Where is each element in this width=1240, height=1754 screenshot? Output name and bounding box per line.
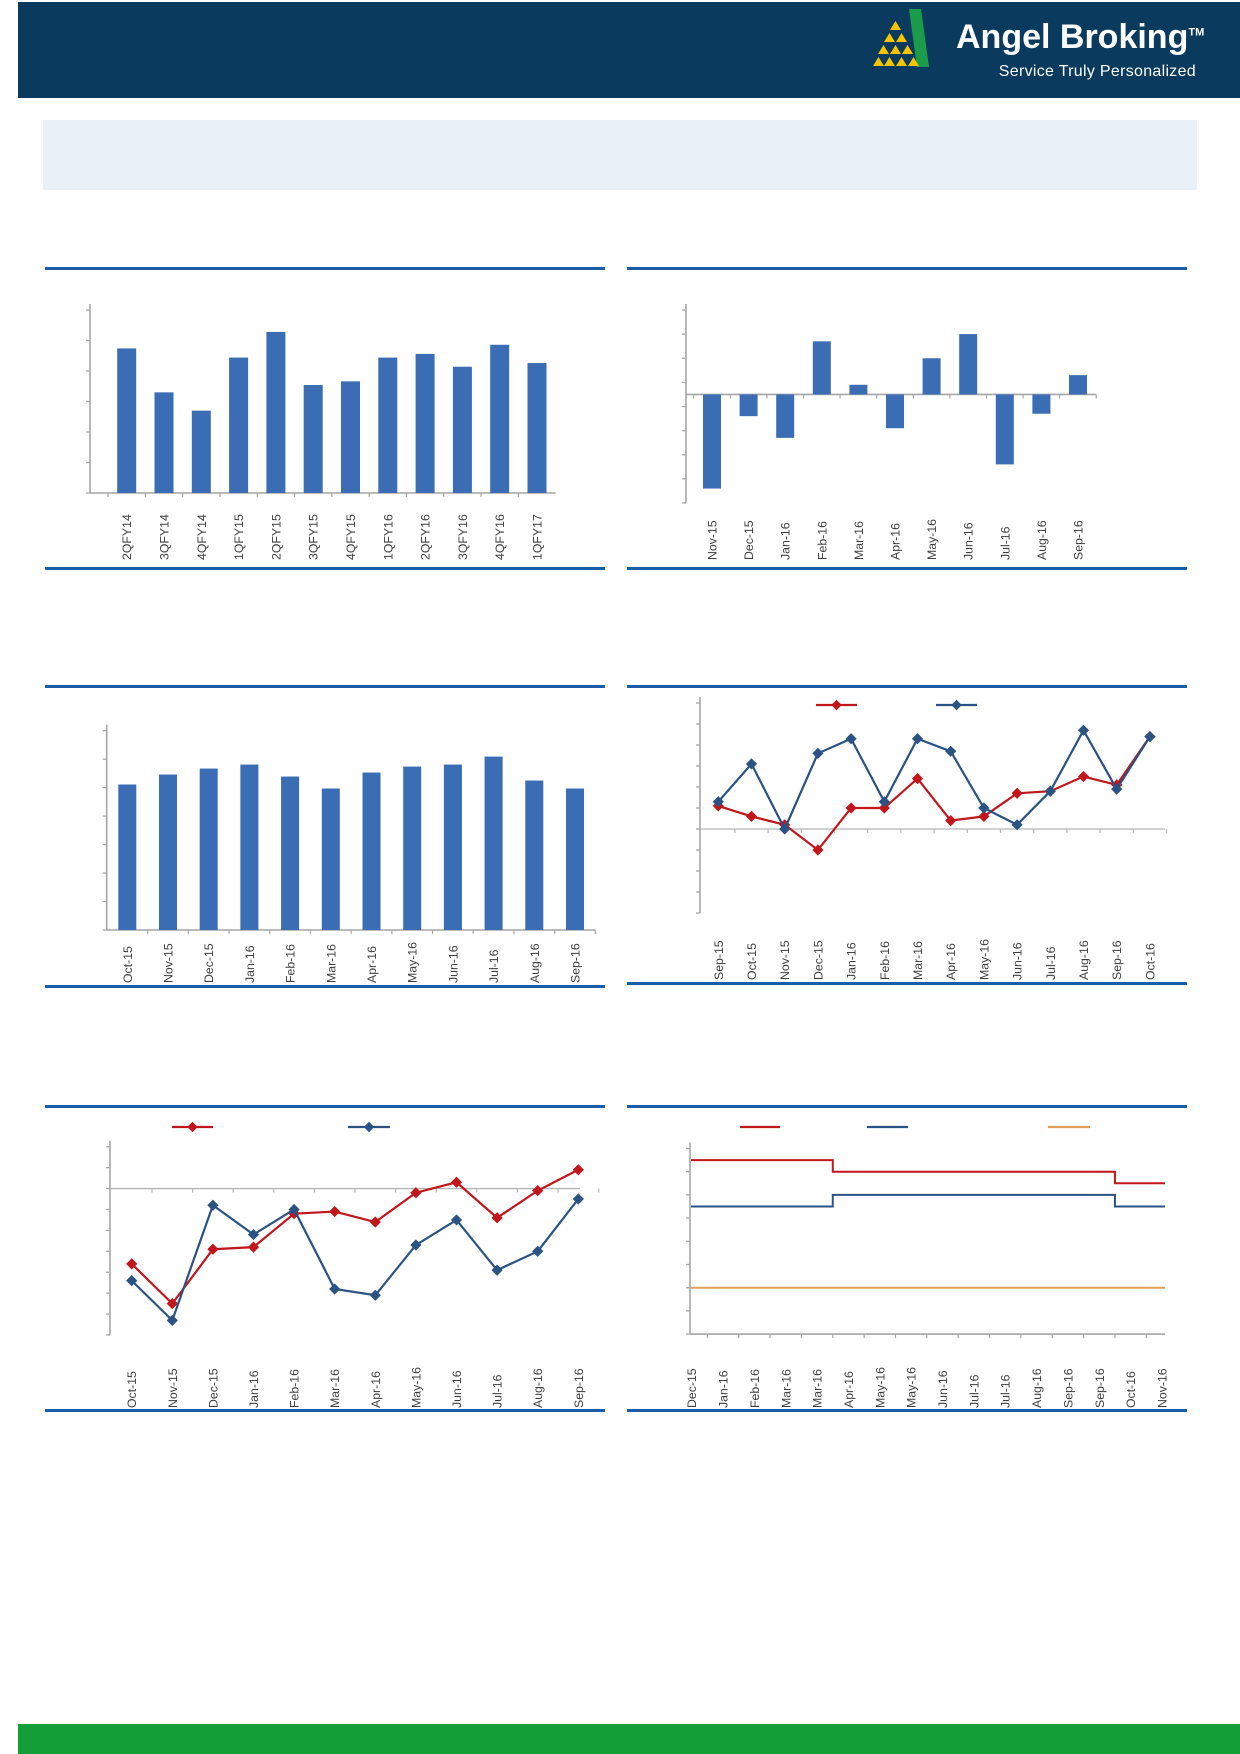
chart-section-5	[45, 1105, 605, 1412]
bar-3QFY14	[155, 392, 174, 493]
dual-line-chart-b	[45, 1105, 605, 1412]
legend-marker-1	[364, 1122, 374, 1132]
legend-marker-0	[831, 700, 841, 710]
x-label-Jul-16: Jul-16	[967, 1374, 982, 1408]
section-rule-bottom	[627, 567, 1187, 570]
marker-s1-Apr-16	[945, 746, 956, 757]
marker-s1-Jan-16	[846, 733, 857, 744]
x-label-Jan-16: Jan-16	[844, 942, 859, 980]
x-label-Apr-16: Apr-16	[888, 523, 903, 560]
x-label-Mar-16: Mar-16	[810, 1369, 825, 1408]
logo-yellow-triangle	[896, 57, 907, 66]
x-label-Jul-16: Jul-16	[490, 1374, 505, 1408]
bar-Mar-16	[849, 385, 867, 395]
marker-s0-Mar-16	[329, 1206, 340, 1217]
monthly-net-bar-chart	[627, 267, 1187, 570]
x-label-Feb-16: Feb-16	[747, 1369, 762, 1408]
bar-4QFY16	[490, 345, 509, 493]
bar-Jan-16	[240, 765, 258, 930]
logo-yellow-triangle	[890, 21, 901, 30]
x-label-Oct-15: Oct-15	[125, 1371, 140, 1408]
bar-1QFY17	[528, 363, 547, 493]
x-label-Jul-16: Jul-16	[998, 1374, 1013, 1408]
x-label-Jun-16: Jun-16	[1010, 942, 1025, 980]
x-label-4QFY14: 4QFY14	[194, 514, 209, 560]
x-label-May-16: May-16	[409, 1366, 424, 1408]
header-bar	[18, 2, 1240, 98]
bar-Feb-16	[813, 341, 831, 394]
bar-2QFY15	[266, 332, 285, 493]
marker-s1-Mar-16	[912, 733, 923, 744]
marker-s0-Sep-16	[573, 1164, 584, 1175]
x-label-4QFY16: 4QFY16	[493, 514, 508, 560]
bar-Apr-16	[363, 773, 381, 930]
x-label-May-16: May-16	[904, 1366, 919, 1408]
brand-tagline: Service Truly Personalized	[998, 63, 1196, 80]
marker-s1-Aug-16	[1078, 725, 1089, 736]
x-label-Jan-16: Jan-16	[247, 1370, 261, 1408]
bar-4QFY15	[341, 381, 360, 493]
bar-Jan-16	[776, 394, 794, 437]
x-label-Sep-16: Sep-16	[568, 943, 583, 983]
x-label-3QFY15: 3QFY15	[306, 514, 321, 560]
bar-Aug-16	[525, 781, 543, 930]
x-label-Apr-16: Apr-16	[368, 1371, 383, 1408]
bar-Nov-15	[159, 775, 177, 930]
bar-Mar-16	[322, 788, 340, 930]
logo-green-band	[909, 9, 929, 67]
logo-yellow-triangle	[902, 45, 913, 54]
policy-rates-step-chart	[627, 1105, 1187, 1412]
x-label-Mar-16: Mar-16	[324, 944, 339, 983]
logo-yellow-triangle	[884, 57, 895, 66]
bar-Dec-15	[740, 394, 758, 416]
x-label-Aug-16: Aug-16	[1034, 520, 1049, 560]
x-label-Nov-15: Nov-15	[778, 940, 793, 980]
bar-3QFY15	[304, 385, 323, 493]
bar-1QFY15	[229, 358, 248, 493]
bar-2QFY16	[416, 354, 435, 493]
x-label-Feb-16: Feb-16	[283, 944, 298, 983]
x-label-Sep-16: Sep-16	[571, 1368, 586, 1408]
x-label-1QFY16: 1QFY16	[381, 514, 396, 560]
x-label-Jun-16: Jun-16	[446, 945, 461, 983]
x-label-Dec-15: Dec-15	[742, 520, 757, 560]
x-label-Sep-16: Sep-16	[1092, 1368, 1107, 1408]
x-label-Oct-16: Oct-16	[1143, 943, 1158, 980]
x-label-Jun-16: Jun-16	[450, 1370, 464, 1408]
x-label-Aug-16: Aug-16	[531, 1368, 546, 1408]
section-rule-bottom	[45, 567, 605, 570]
x-label-Aug-16: Aug-16	[527, 943, 542, 983]
dual-line-chart-a	[627, 685, 1187, 985]
x-label-1QFY15: 1QFY15	[232, 514, 247, 560]
x-label-Dec-15: Dec-15	[202, 943, 217, 983]
section-rule-bottom	[627, 982, 1187, 985]
marker-s1-Mar-16	[329, 1283, 340, 1294]
x-label-Dec-15: Dec-15	[811, 940, 826, 980]
x-label-Jan-16: Jan-16	[242, 945, 257, 983]
section-rule-bottom	[45, 985, 605, 988]
bar-Sep-16	[566, 788, 584, 930]
x-label-Sep-16: Sep-16	[1110, 940, 1125, 980]
x-label-Aug-16: Aug-16	[1030, 1368, 1045, 1408]
bar-Feb-16	[281, 777, 299, 930]
x-label-1QFY17: 1QFY17	[530, 514, 545, 560]
title-banner	[43, 120, 1197, 190]
x-label-Nov-15: Nov-15	[705, 520, 720, 560]
x-label-Nov-15: Nov-15	[165, 1368, 180, 1408]
x-label-Jun-16: Jun-16	[936, 1370, 950, 1408]
logo-yellow-triangle	[884, 33, 895, 42]
chart-section-2	[627, 267, 1187, 570]
x-label-Sep-16: Sep-16	[1071, 520, 1086, 560]
x-label-Jan-16: Jan-16	[716, 1370, 731, 1408]
logo-yellow-triangle	[878, 45, 889, 54]
bar-3QFY16	[453, 367, 472, 493]
bar-Nov-15	[703, 394, 721, 488]
legend-marker-0	[187, 1122, 197, 1132]
x-label-2QFY15: 2QFY15	[269, 514, 284, 560]
x-label-Mar-16: Mar-16	[328, 1369, 343, 1408]
monthly-bar-chart	[45, 685, 605, 988]
chart-section-1	[45, 267, 605, 570]
x-label-Feb-16: Feb-16	[815, 521, 830, 560]
x-label-Sep-16: Sep-16	[1061, 1368, 1076, 1408]
x-label-Jul-16: Jul-16	[998, 526, 1013, 560]
brand-text: Angel Broking	[956, 18, 1189, 56]
x-label-2QFY16: 2QFY16	[418, 514, 433, 560]
x-label-Feb-16: Feb-16	[287, 1369, 302, 1408]
x-label-Feb-16: Feb-16	[877, 941, 892, 980]
quarterly-bar-chart	[45, 267, 605, 570]
bar-Jun-16	[444, 765, 462, 930]
marker-s0-Oct-15	[746, 811, 757, 822]
x-label-Nov-16: Nov-16	[1155, 1368, 1170, 1408]
marker-s0-Aug-16	[1078, 771, 1089, 782]
x-label-Aug-16: Aug-16	[1077, 940, 1091, 980]
section-rule-bottom	[627, 1409, 1187, 1412]
logo-yellow-triangle	[873, 57, 884, 66]
x-label-Oct-16: Oct-16	[1124, 1371, 1139, 1408]
bar-4QFY14	[192, 411, 211, 493]
x-label-Sep-15: Sep-15	[711, 940, 726, 980]
bar-May-16	[923, 358, 941, 394]
bar-Jun-16	[959, 334, 977, 394]
trademark-symbol: TM	[1188, 26, 1205, 39]
x-label-Dec-15: Dec-15	[685, 1368, 700, 1408]
step-line-series-1	[691, 1195, 1165, 1207]
bar-Jul-16	[485, 757, 503, 930]
x-label-4QFY15: 4QFY15	[344, 514, 358, 560]
x-label-Apr-16: Apr-16	[944, 943, 959, 980]
x-label-Jun-16: Jun-16	[961, 522, 976, 560]
bar-Jul-16	[996, 394, 1014, 464]
x-label-Nov-15: Nov-15	[161, 943, 176, 983]
marker-s1-May-16	[978, 802, 989, 813]
marker-s1-Dec-15	[812, 748, 823, 759]
bar-1QFY16	[378, 358, 397, 493]
angel-broking-logo-icon	[873, 9, 935, 67]
logo-yellow-triangle	[896, 33, 907, 42]
chart-section-4	[627, 685, 1187, 985]
bar-Oct-15	[118, 785, 136, 930]
x-label-Mar-16: Mar-16	[779, 1369, 794, 1408]
x-label-May-16: May-16	[925, 518, 940, 560]
x-label-Oct-15: Oct-15	[745, 943, 759, 980]
bar-Sep-16	[1069, 375, 1087, 394]
step-line-series-0	[691, 1160, 1165, 1183]
bar-Aug-16	[1032, 394, 1050, 413]
x-label-Mar-16: Mar-16	[851, 521, 866, 560]
footer-bar	[18, 1724, 1240, 1754]
legend-marker-1	[951, 700, 961, 710]
bar-Dec-15	[200, 769, 218, 930]
x-label-Dec-15: Dec-15	[206, 1368, 221, 1408]
x-label-2QFY14: 2QFY14	[120, 514, 135, 560]
x-label-Apr-16: Apr-16	[841, 1371, 856, 1408]
brand-name	[956, 18, 1206, 57]
section-rule-bottom	[45, 1409, 605, 1412]
logo-yellow-triangle	[890, 45, 901, 54]
x-label-Mar-16: Mar-16	[911, 941, 925, 980]
x-label-May-16: May-16	[873, 1366, 888, 1408]
x-label-May-16: May-16	[977, 938, 992, 980]
x-label-3QFY16: 3QFY16	[455, 514, 470, 560]
x-label-Apr-16: Apr-16	[365, 946, 379, 983]
x-label-Jul-16: Jul-16	[487, 949, 502, 983]
x-label-Jul-16: Jul-16	[1043, 946, 1058, 980]
x-label-Oct-15: Oct-15	[120, 946, 135, 983]
x-label-Jan-16: Jan-16	[778, 522, 793, 560]
bar-May-16	[403, 767, 421, 930]
bar-2QFY14	[117, 348, 136, 493]
bar-Apr-16	[886, 394, 904, 428]
x-label-3QFY14: 3QFY14	[157, 514, 172, 560]
chart-section-3	[45, 685, 605, 988]
chart-section-6	[627, 1105, 1187, 1412]
x-label-May-16: May-16	[405, 941, 420, 983]
